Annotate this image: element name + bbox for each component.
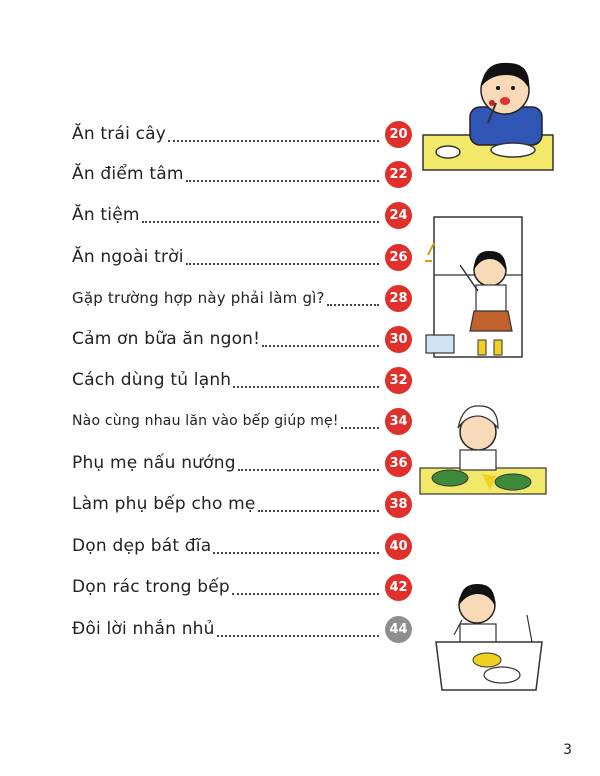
dot-leader [213,536,379,554]
page-badge: 26 [385,244,412,271]
toc-entry-title: Phụ mẹ nấu nướng [72,453,236,473]
page-badge: 34 [385,408,412,435]
girl-refrigerator-illustration [420,215,535,365]
dot-leader [238,453,379,471]
page-badge: 32 [385,367,412,394]
toc-entry[interactable] [72,447,412,479]
toc-entry-title: Gặp trường hợp này phải làm gì? [72,289,325,307]
page-badge: 28 [385,285,412,312]
girl-washing-dishes-illustration [432,580,552,700]
toc-entry[interactable] [72,364,412,396]
toc-entry[interactable] [72,199,412,231]
dot-leader [262,329,379,347]
dot-leader [186,164,379,182]
toc-entry-title: Ăn điểm tâm [72,164,184,184]
toc-entry[interactable] [72,118,412,150]
toc-entry-title: Dọn dẹp bát đĩa [72,536,212,556]
toc-entry[interactable] [72,323,412,355]
dot-leader [233,370,379,388]
toc-entry-title: Ăn ngoài trời [72,247,184,267]
toc-entry[interactable] [72,158,412,190]
page-badge: 42 [385,574,412,601]
dot-leader [142,205,379,223]
boy-eating-fruit-illustration [418,55,558,175]
toc-entry[interactable] [72,613,412,645]
dot-leader [232,577,379,595]
dot-leader [168,124,379,142]
toc-entry-title: Làm phụ bếp cho mẹ [72,494,256,514]
dot-leader [341,411,379,429]
dot-leader [186,247,379,265]
dot-leader [217,619,379,637]
page-badge: 36 [385,450,412,477]
toc-entry[interactable] [72,571,412,603]
page-badge: 38 [385,491,412,518]
page-badge: 44 [385,616,412,643]
toc-entry[interactable] [72,282,412,314]
girl-cooking-illustration [418,400,548,500]
toc-entry-title: Ăn trái cây [72,124,167,144]
toc-entry-title: Đôi lời nhắn nhủ [72,619,215,639]
toc-entry[interactable] [72,530,412,562]
page-badge: 24 [385,202,412,229]
toc-entry-title: Nào cùng nhau lăn vào bếp giúp mẹ! [72,413,339,429]
toc-entry-title: Cảm ơn bữa ăn ngon! [72,329,261,349]
toc-entry-title: Dọn rác trong bếp [72,577,230,597]
page-badge: 20 [385,121,412,148]
dot-leader [258,494,379,512]
page-number: 3 [563,742,572,758]
dot-leader [327,288,379,306]
page-badge: 40 [385,533,412,560]
page-badge: 22 [385,161,412,188]
toc-entry[interactable] [72,241,412,273]
toc-entry[interactable] [72,405,412,437]
toc-entry[interactable] [72,488,412,520]
toc-entry-title: Cách dùng tủ lạnh [72,370,232,390]
page-badge: 30 [385,326,412,353]
toc-entry-title: Ăn tiệm [72,205,140,225]
